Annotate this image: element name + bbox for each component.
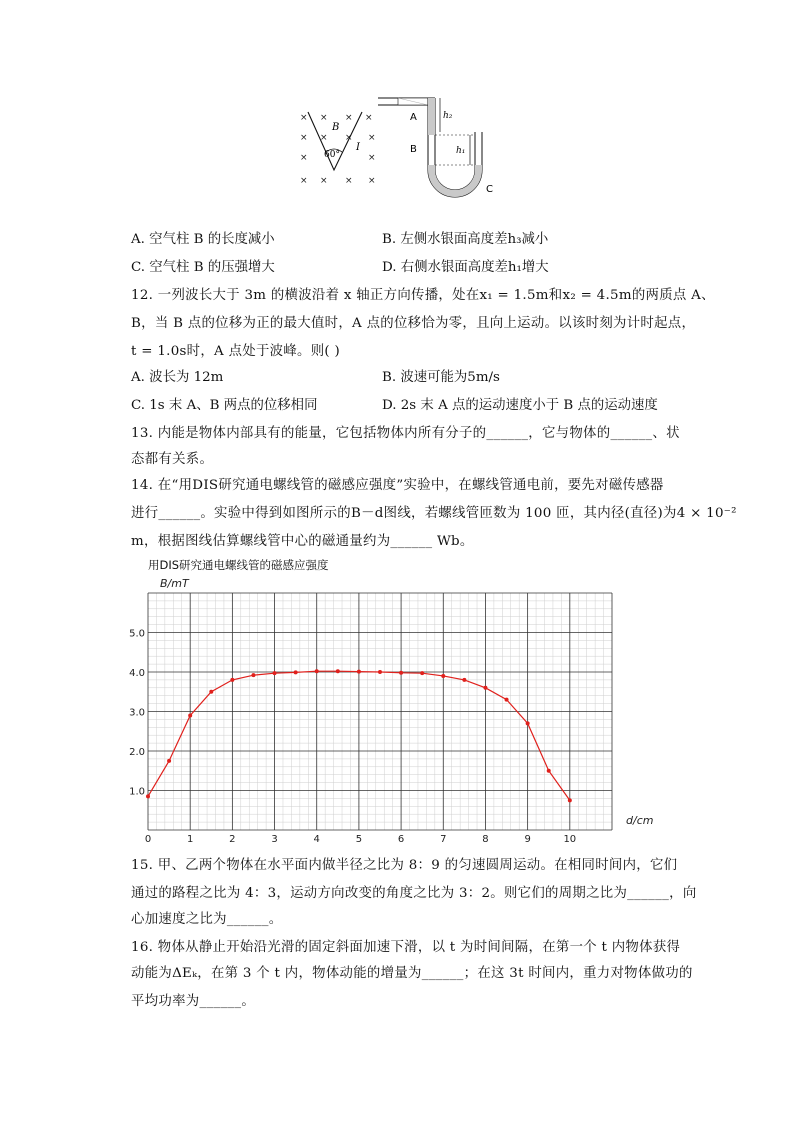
q12-option-c: C. 1s 末 A、B 两点的位移相同 xyxy=(131,398,318,413)
data-point xyxy=(273,671,277,675)
svg-text:×: × xyxy=(345,176,353,186)
tube-label-a: A xyxy=(410,112,417,123)
data-point xyxy=(526,721,530,725)
x-tick-label: 6 xyxy=(397,834,405,845)
x-tick-label: 3 xyxy=(271,834,278,845)
q12-line-1: 12. 一列波长大于 3m 的横波沿着 x 轴正方向传播，处在x₁ = 1.5m和x₂ = 4.5m的两质点 A、 xyxy=(131,288,715,303)
y-tick-label: 1.0 xyxy=(129,786,145,798)
data-point xyxy=(378,670,382,674)
v-wire xyxy=(308,112,362,170)
q13-line-1: 13. 内能是物体内部具有的能量，它包括物体内所有分子的______，它与物体的______、状 xyxy=(131,426,680,441)
data-point xyxy=(294,670,298,674)
tube-label-h1: h₁ xyxy=(456,146,466,156)
q12-line-3: t = 1.0s时，A 点处于波峰。则( ) xyxy=(131,344,341,359)
x-tick-label: 7 xyxy=(440,834,447,845)
y-axis-label: B/mT xyxy=(160,577,189,590)
q15-line-2: 通过的路程之比为 4：3，运动方向改变的角度之比为 3：2。则它们的周期之比为______，向 xyxy=(131,886,697,901)
q12-option-a: A. 波长为 12m xyxy=(131,370,224,385)
data-point xyxy=(568,798,572,802)
data-point xyxy=(188,713,192,717)
svg-text:×: × xyxy=(368,176,376,186)
y-tick-label: 4.0 xyxy=(129,668,145,679)
svg-text:×: × xyxy=(368,153,376,163)
x-tick-label: 1 xyxy=(186,834,194,845)
angle-label: 60° xyxy=(324,150,340,160)
svg-text:×: × xyxy=(320,176,328,186)
svg-text:×: × xyxy=(300,133,308,143)
q15-line-1: 15. 甲、乙两个物体在水平面内做半径之比为 8：9 的匀速圆周运动。在相同时间内，它们 xyxy=(131,858,678,873)
top-figures xyxy=(290,90,510,200)
svg-text:×: × xyxy=(368,133,376,143)
q11-option-c: C. 空气柱 B 的压强增大 xyxy=(131,260,275,275)
data-point xyxy=(462,678,466,682)
q13-line-2: 态都有关系。 xyxy=(131,452,214,467)
svg-text:×: × xyxy=(345,133,353,143)
svg-text:×: × xyxy=(345,113,353,123)
svg-text:×: × xyxy=(300,113,308,123)
svg-text:×: × xyxy=(320,133,328,143)
q15-line-3: 心加速度之比为______。 xyxy=(131,912,283,927)
data-point xyxy=(336,669,340,673)
data-point xyxy=(399,671,403,675)
tube-label-b: B xyxy=(410,144,417,155)
data-point xyxy=(230,678,234,682)
x-tick-label: 10 xyxy=(563,834,577,845)
data-point xyxy=(209,690,213,694)
q11-option-d: D. 右侧水银面高度差h₁增大 xyxy=(382,260,549,275)
x-tick-label: 9 xyxy=(524,834,531,845)
y-tick-label: 3.0 xyxy=(129,707,145,719)
data-point xyxy=(167,759,171,763)
tube-label-h2: h₂ xyxy=(443,111,453,121)
b-d-chart xyxy=(128,555,668,850)
q12-line-2: B，当 B 点的位移为正的最大值时，A 点的位移恰为零，且向上运动。以该时刻为计时起点， xyxy=(131,316,696,331)
chart-title: 用DIS研究通电螺线管的磁感应强度 xyxy=(148,558,329,572)
data-point xyxy=(441,674,445,678)
x-tick-label: 8 xyxy=(482,834,489,845)
q11-option-a: A. 空气柱 B 的长度减小 xyxy=(131,232,275,247)
data-point xyxy=(420,671,424,675)
data-point xyxy=(483,686,487,690)
q12-option-b: B. 波速可能为5m/s xyxy=(382,370,500,385)
data-point xyxy=(146,794,150,798)
x-tick-label: 2 xyxy=(229,834,236,845)
svg-text:×: × xyxy=(300,176,308,186)
svg-text:×: × xyxy=(320,113,328,123)
q14-line-3: m，根据图线估算螺线管中心的磁通量约为______ Wb。 xyxy=(131,534,474,549)
q14-line-1: 14. 在“用DIS研究通电螺线管的磁感应强度”实验中，在螺线管通电前，要先对磁传感器 xyxy=(131,478,664,493)
data-point xyxy=(357,670,361,674)
x-axis-label: d/cm xyxy=(626,814,654,827)
x-tick-label: 5 xyxy=(355,834,363,845)
tube-label-c: C xyxy=(486,184,493,195)
data-point xyxy=(315,669,319,673)
q14-line-2: 进行______。实验中得到如图所示的B－d图线，若螺线管匝数为 100 匝，其内径(直径)为4 × 10⁻² xyxy=(131,506,737,521)
q11-option-b: B. 左侧水银面高度差h₃减小 xyxy=(382,232,549,247)
u-tube xyxy=(378,98,482,197)
q16-line-1: 16. 物体从静止开始沿光滑的固定斜面加速下滑，以 t 为时间间隔，在第一个 t 内物体获得 xyxy=(131,940,681,955)
y-tick-label: 5.0 xyxy=(129,628,145,640)
current-label-i: I xyxy=(356,142,360,153)
field-label-b: B xyxy=(332,122,340,133)
x-tick-label: 4 xyxy=(313,834,320,845)
data-point xyxy=(505,698,509,702)
y-tick-label: 2.0 xyxy=(129,747,145,758)
q16-line-2: 动能为ΔEₖ，在第 3 个 t 内，物体动能的增量为______；在这 3t 时间内，重力对物体做功的 xyxy=(131,966,693,981)
data-point xyxy=(547,769,551,773)
svg-text:×: × xyxy=(300,153,308,163)
x-tick-label: 0 xyxy=(144,834,152,845)
q16-line-3: 平均功率为______。 xyxy=(131,994,256,1009)
svg-text:×: × xyxy=(365,113,373,123)
q12-option-d: D. 2s 末 A 点的运动速度小于 B 点的运动速度 xyxy=(382,398,658,413)
data-point xyxy=(251,673,255,677)
